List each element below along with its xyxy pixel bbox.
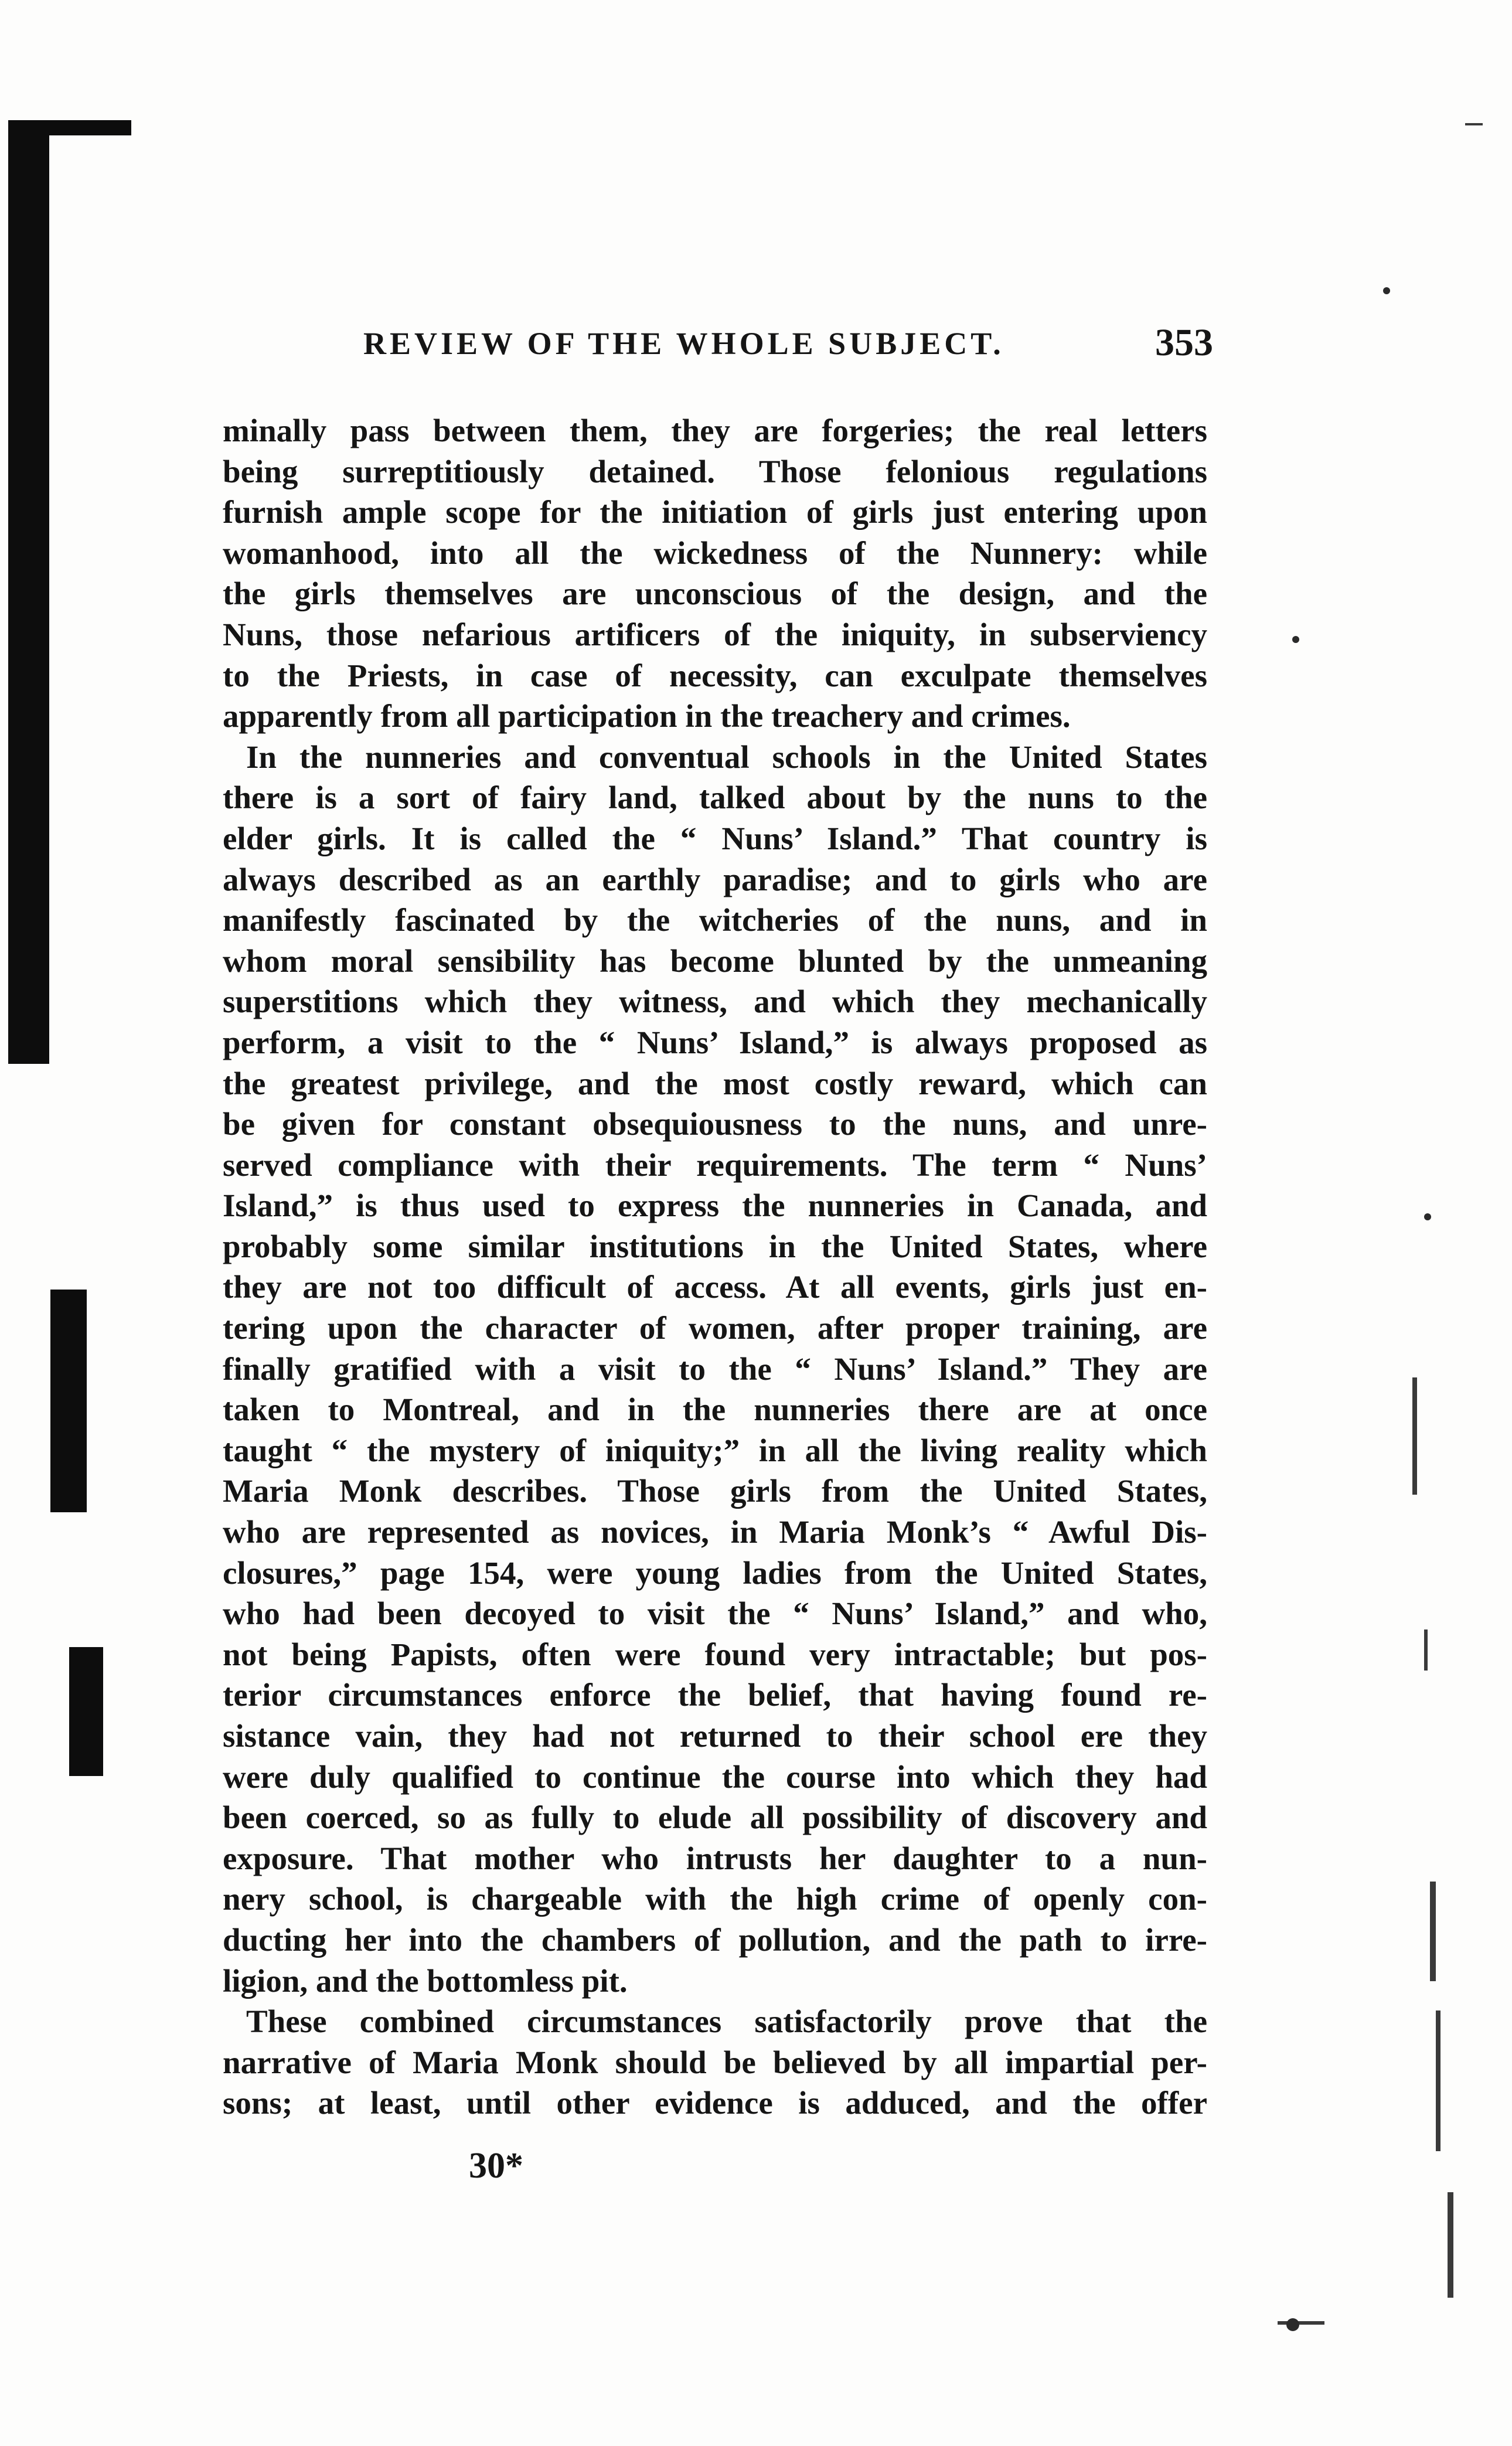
- text-line: furnish ample scope for the initiation of girls just entering upon: [223, 494, 1207, 530]
- text-line: In the nunneries and conventual schools in the United States: [246, 739, 1207, 775]
- page-header: [363, 321, 1213, 378]
- scan-edge-mark: [1424, 1629, 1428, 1671]
- text-line: served compliance with their requirements. The term “ Nuns’: [223, 1147, 1207, 1183]
- text-line: closures,” page 154, were young ladies from the United States,: [223, 1554, 1207, 1591]
- scan-speck: [1383, 287, 1390, 294]
- text-line: These combined circumstances satisfactorily prove that the: [246, 2003, 1207, 2040]
- text-line: the girls themselves are unconscious of the design, and the: [223, 576, 1207, 612]
- scan-edge-mark: [1436, 2010, 1441, 2151]
- text-line: perform, a visit to the “ Nuns’ Island,” is always proposed as: [223, 1024, 1207, 1060]
- text-line: were duly qualified to continue the course into which they had: [223, 1758, 1207, 1795]
- scan-edge-mark: [1465, 123, 1483, 125]
- text-line: whom moral sensibility has become blunted by the unmeaning: [223, 943, 1207, 979]
- text-line: finally gratified with a visit to the “ Nuns’ Island.” They are: [223, 1350, 1207, 1387]
- text-line: being surreptitiously detained. Those felonious regulations: [223, 453, 1207, 489]
- page-number: 353: [1155, 321, 1213, 364]
- text-line: apparently from all participation in the treachery and crimes.: [223, 698, 1071, 734]
- text-line: womanhood, into all the wickedness of the Nunnery: while: [223, 535, 1207, 571]
- scan-speck: [1286, 2318, 1299, 2331]
- binding-mark: [8, 126, 49, 1064]
- scan-speck: [1424, 1213, 1431, 1220]
- text-line: tering upon the character of women, after proper training, are: [223, 1310, 1207, 1346]
- text-line: the greatest privilege, and the most costly reward, which can: [223, 1065, 1207, 1101]
- text-line: sistance vain, they had not returned to their school ere they: [223, 1718, 1207, 1754]
- text-line: sons; at least, until other evidence is adduced, and the offer: [223, 2085, 1207, 2121]
- text-line: who are represented as novices, in Maria Monk’s “ Awful Dis-: [223, 1514, 1207, 1550]
- text-line: manifestly fascinated by the witcheries of the nuns, and in: [223, 902, 1207, 938]
- text-line: Nuns, those nefarious artificers of the iniquity, in subserviency: [223, 616, 1207, 652]
- text-line: elder girls. It is called the “ Nuns’ Island.” That country is: [223, 820, 1207, 856]
- text-line: not being Papists, often were found very intractable; but pos-: [223, 1636, 1207, 1672]
- text-line: taken to Montreal, and in the nunneries there are at once: [223, 1392, 1207, 1428]
- text-line: nery school, is chargeable with the high crime of openly con-: [223, 1881, 1207, 1917]
- text-line: superstitions which they witness, and which they mechanically: [223, 984, 1207, 1020]
- scan-edge-mark: [1278, 2321, 1324, 2325]
- text-line: narrative of Maria Monk should be believed by all impartial per-: [223, 2044, 1207, 2080]
- text-line: ligion, and the bottomless pit.: [223, 1962, 628, 1999]
- text-line: terior circumstances enforce the belief, that having found re-: [223, 1677, 1207, 1713]
- text-line: ducting her into the chambers of pollution, and the path to irre-: [223, 1921, 1207, 1958]
- text-line: to the Priests, in case of necessity, can exculpate themselves: [223, 657, 1207, 693]
- scan-edge-mark: [1412, 1377, 1417, 1495]
- text-line: been coerced, so as fully to elude all possibility of discovery and: [223, 1799, 1207, 1836]
- scan-speck: [1292, 636, 1299, 643]
- running-head: REVIEW OF THE WHOLE SUBJECT.: [363, 326, 1004, 361]
- text-line: always described as an earthly paradise; and to girls who are: [223, 861, 1207, 897]
- text-line: Island,” is thus used to express the nunneries in Canada, and: [223, 1188, 1207, 1224]
- text-line: exposure. That mother who intrusts her daughter to a nun-: [223, 1840, 1207, 1876]
- signature-mark: 30*: [469, 2146, 523, 2186]
- text-line: Maria Monk describes. Those girls from the United States,: [223, 1473, 1207, 1509]
- text-line: they are not too difficult of access. At all events, girls just en-: [223, 1269, 1207, 1305]
- text-line: be given for constant obsequiousness to the nuns, and unre-: [223, 1106, 1207, 1142]
- text-line: there is a sort of fairy land, talked about by the nuns to the: [223, 780, 1207, 816]
- text-line: taught “ the mystery of iniquity;” in all the living reality which: [223, 1432, 1207, 1468]
- binding-mark-middle: [50, 1290, 87, 1512]
- text-line: who had been decoyed to visit the “ Nuns’ Island,” and who,: [223, 1595, 1207, 1632]
- text-line: probably some similar institutions in the United States, where: [223, 1228, 1207, 1264]
- body-text: [223, 410, 1207, 2124]
- scan-edge-mark: [1448, 2192, 1453, 2298]
- text-line: minally pass between them, they are forgeries; the real letters: [223, 413, 1207, 448]
- scan-edge-mark: [1430, 1882, 1436, 1981]
- binding-mark-lower: [69, 1647, 103, 1776]
